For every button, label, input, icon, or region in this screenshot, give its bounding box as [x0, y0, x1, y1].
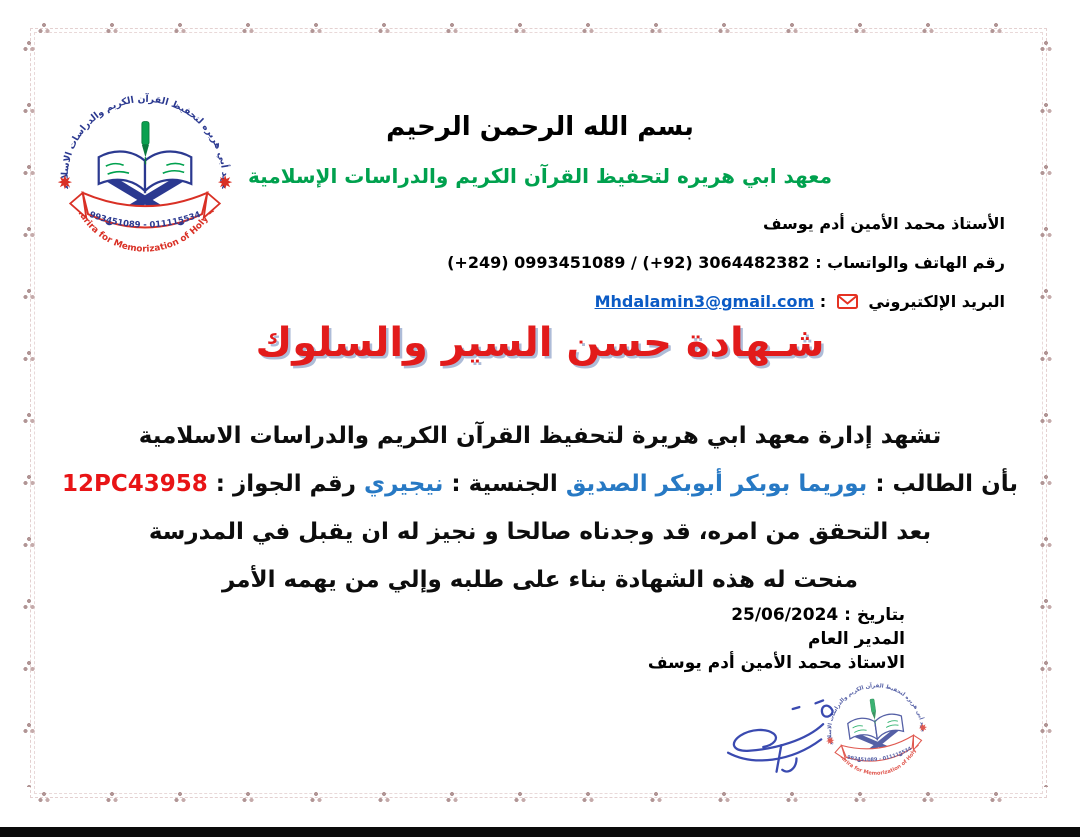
- email-label: البريد الإلكتيروني: [868, 292, 1005, 311]
- phone-numbers: (+249) 0993451089 / (+92) 3064482382: [447, 253, 810, 272]
- bismillah-calligraphy: بسم الله الرحمن الرحيم: [386, 112, 694, 142]
- signature-block: [648, 603, 905, 675]
- institute-name: معهد ابي هريره لتحفيظ القرآن الكريم والدراسات الإسلامية: [248, 164, 832, 188]
- nationality: نيجيري: [363, 471, 444, 497]
- body-line-4: منحت له هذه الشهادة بناء على طلبه وإلي من يهمه الأمر: [221, 567, 859, 593]
- phone-label: رقم الهاتف والواتساب :: [809, 253, 1005, 272]
- email-line: [447, 282, 1005, 323]
- passport-number: 12PC43958: [62, 471, 208, 497]
- contact-block: [447, 204, 1005, 323]
- student-name: بوريما بوبكر أبوبكر الصديق: [565, 471, 868, 497]
- director-name-footer: الاستاذ محمد الأمين أدم يوسف: [647, 653, 905, 673]
- nationality-label: الجنسية :: [443, 471, 566, 497]
- email-separator: :: [814, 292, 827, 311]
- certificate-title: شـهادة حسن السير والسلوك: [255, 320, 825, 366]
- body-line-1: تشهد إدارة معهد ابي هريرة لتحفيظ القرآن الكريم والدراسات الاسلامية: [138, 423, 942, 449]
- phone-line: [447, 243, 1005, 282]
- envelope-icon: [837, 284, 858, 323]
- official-stamp: [817, 671, 934, 788]
- date-line: بتاريخ : 25/06/2024: [731, 605, 905, 625]
- director-title: المدير العام: [808, 629, 905, 649]
- student-label: بأن الطالب :: [867, 471, 1018, 497]
- director-name-header: الأستاذ محمد الأمين أدم يوسف: [762, 214, 1005, 233]
- body-line-3: بعد التحقق من امره، قد وجدناه صالحا و نجيز له ان يقبل في المدرسة: [148, 519, 932, 545]
- certificate-body: [40, 412, 1040, 604]
- bottom-bar: [0, 827, 1080, 837]
- passport-label: رقم الجواز :: [207, 471, 364, 497]
- student-line: [40, 460, 1040, 508]
- email-link[interactable]: Mhdalamin3@gmail.com: [594, 292, 815, 311]
